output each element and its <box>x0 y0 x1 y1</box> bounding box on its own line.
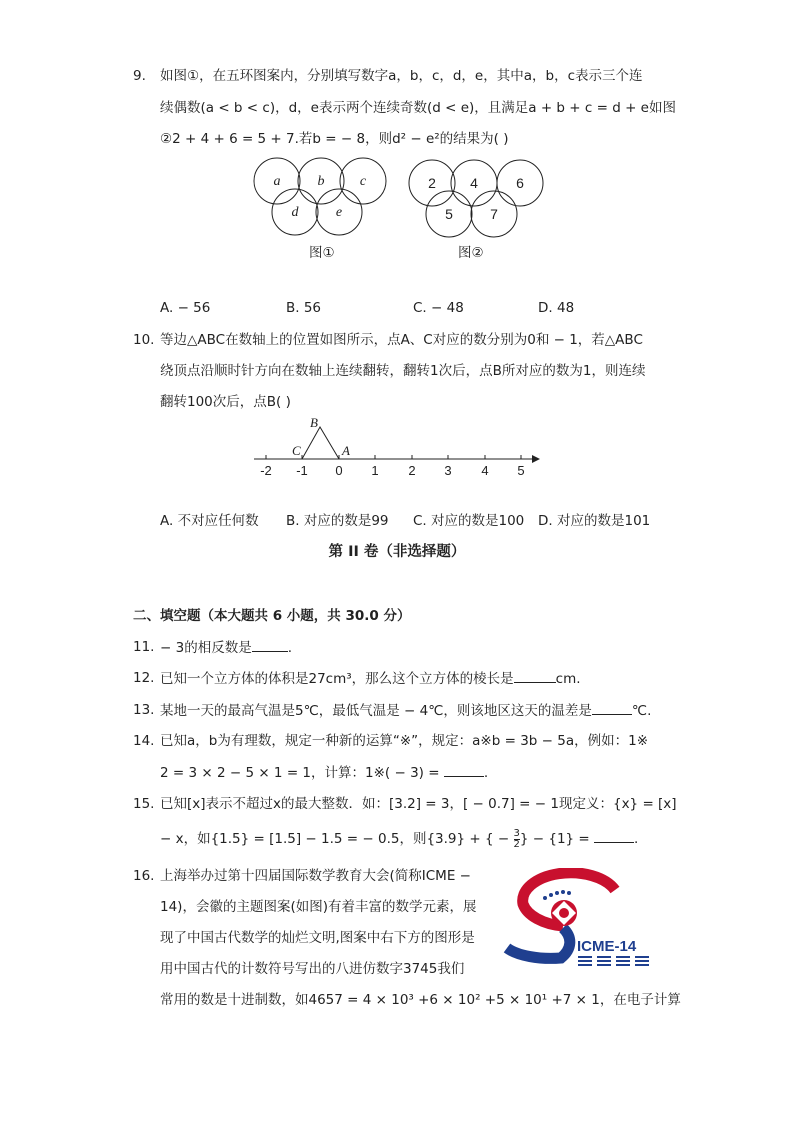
q15-frac-den: 2 <box>513 838 520 850</box>
q12-text-before: 已知一个立方体的体积是27cm³，那么这个立方体的棱长是 <box>160 671 514 687</box>
fig1-label-e: e <box>335 205 343 220</box>
q11-text <box>160 637 292 658</box>
q11-answer-blank[interactable] <box>252 637 288 652</box>
q13-text <box>160 700 651 721</box>
tick-label: 5 <box>517 463 525 478</box>
q12-answer-blank[interactable] <box>514 668 556 683</box>
q12-text <box>160 668 581 689</box>
fig2-label-5: 5 <box>445 206 453 222</box>
fig2-label-4: 4 <box>470 175 478 191</box>
fig2-label-2: 2 <box>428 175 436 191</box>
q14-line-2-after: . <box>483 765 489 781</box>
q13-text-before: 某地一天的最高气温是5℃，最低气温是 − 4℃，则该地区这天的温差是 <box>160 703 592 719</box>
q14-number: 14. <box>133 733 155 749</box>
q14-line-2 <box>160 762 488 783</box>
q11-text-before: − 3的相反数是 <box>160 640 252 656</box>
q14-line-1: 已知a，b为有理数，规定一种新的运算“※”，规定：a※b = 3b − 5a，例如：1※ <box>160 733 649 749</box>
fig1-label-c: c <box>359 174 367 189</box>
fig2-label-7: 7 <box>490 206 498 222</box>
q15-frac-num: 3 <box>513 827 520 839</box>
q9-line-1: 如图①，在五环图案内，分别填写数字a，b，c，d，e，其中a，b，c表示三个连 <box>160 68 643 84</box>
part2-title: 第 II 卷（非选择题） <box>328 544 466 560</box>
q15-number: 15. <box>133 796 155 812</box>
tick-label: -2 <box>260 463 272 478</box>
tri-label-a: A <box>342 443 350 458</box>
fig1-caption: 图① <box>309 245 335 261</box>
q9-option-d[interactable]: D. 48 <box>538 300 575 316</box>
icme-14-logo <box>503 868 663 968</box>
tick-label: 1 <box>371 463 379 478</box>
q14-answer-blank[interactable] <box>444 762 484 777</box>
tri-label-c: C <box>292 443 301 458</box>
q10-option-b[interactable]: B. 对应的数是99 <box>286 513 389 529</box>
q9-line-3: ②2 + 4 + 6 = 5 + 7.若b = − 8，则d² − e²的结果为( ) <box>160 131 509 147</box>
q15-line-2 <box>160 828 638 850</box>
q11-number: 11. <box>133 639 155 655</box>
five-ring-figure-1 <box>240 155 400 255</box>
q13-number: 13. <box>133 702 155 718</box>
section2-title: 二、填空题（本大题共 6 小题，共 30.0 分） <box>133 608 411 624</box>
q15-line-2-after: . <box>634 831 639 847</box>
q15-line-2-before: − x，如{1.5} = [1.5] − 1.5 = − 0.5，则{3.9} + { − <box>160 831 514 847</box>
q10-option-c[interactable]: C. 对应的数是100 <box>413 513 525 529</box>
q16-line-4: 用中国古代的计数符号写出的八进仿数字3745我们 <box>160 961 465 977</box>
q9-option-a[interactable]: A. − 56 <box>160 300 211 316</box>
q13-answer-blank[interactable] <box>592 700 632 715</box>
fig1-label-a: a <box>273 174 281 189</box>
q10-number: 10. <box>133 332 155 348</box>
q10-line-1: 等边△ABC在数轴上的位置如图所示，点A、C对应的数分别为0和 − 1，若△ABC <box>160 332 643 348</box>
q16-line-2: 14)，会徽的主题图案(如图)有着丰富的数学元素，展 <box>160 899 477 915</box>
tick-label: 2 <box>408 463 416 478</box>
q9-number: 9. <box>133 68 146 84</box>
q16-line-3: 现了中国古代数学的灿烂文明,图案中右下方的图形是 <box>160 930 475 946</box>
triangle-abc <box>302 427 339 459</box>
fig1-label-d: d <box>291 205 299 220</box>
q9-option-c[interactable]: C. − 48 <box>413 300 464 316</box>
tick-label: -1 <box>296 463 308 478</box>
q12-text-after: cm. <box>555 671 581 687</box>
tick-label: 0 <box>335 463 343 478</box>
q10-option-d[interactable]: D. 对应的数是101 <box>538 513 651 529</box>
q16-line-1: 上海举办过第十四届国际数学教育大会(简称ICME − <box>160 868 471 884</box>
q9-option-b[interactable]: B. 56 <box>286 300 322 316</box>
q11-text-after: . <box>287 640 292 656</box>
number-line-figure <box>250 412 545 480</box>
tick-label: 4 <box>481 463 489 478</box>
q14-line-2-before: 2 = 3 × 2 − 5 × 1 = 1，计算：1※( − 3) = <box>160 765 444 781</box>
q15-line-1: 已知[x]表示不超过x的最大整数．如：[3.2] = 3，[ − 0.7] = − 1现定义：{x} = [x] <box>160 796 677 812</box>
fig2-caption: 图② <box>458 245 484 261</box>
five-ring-figure-2 <box>404 155 564 255</box>
q16-line-5: 常用的数是十进制数，如4657 = 4 × 10³ +6 × 10² +5 × 10¹ +7 × 1，在电子计算 <box>160 992 681 1008</box>
q10-line-3: 翻转100次后，点B( ) <box>160 394 291 410</box>
q16-number: 16. <box>133 868 155 884</box>
q10-line-2: 绕顶点沿顺时针方向在数轴上连续翻转，翻转1次后，点B所对应的数为1，则连续 <box>160 363 646 379</box>
q15-line-2-mid: } − {1} = <box>519 831 595 847</box>
fig1-label-b: b <box>317 174 325 189</box>
q13-text-after: ℃. <box>631 703 652 719</box>
q15-answer-blank[interactable] <box>594 828 634 843</box>
icme-logo-text: ICME-14 <box>577 938 637 955</box>
q12-number: 12. <box>133 670 155 686</box>
tick-label: 3 <box>444 463 452 478</box>
q9-line-2: 续偶数(a < b < c)，d，e表示两个连续奇数(d < e)，且满足a + b + c = d + e如图 <box>160 100 676 116</box>
tri-label-b: B <box>310 415 318 430</box>
fig2-label-6: 6 <box>516 175 524 191</box>
q10-option-a[interactable]: A. 不对应任何数 <box>160 513 259 529</box>
